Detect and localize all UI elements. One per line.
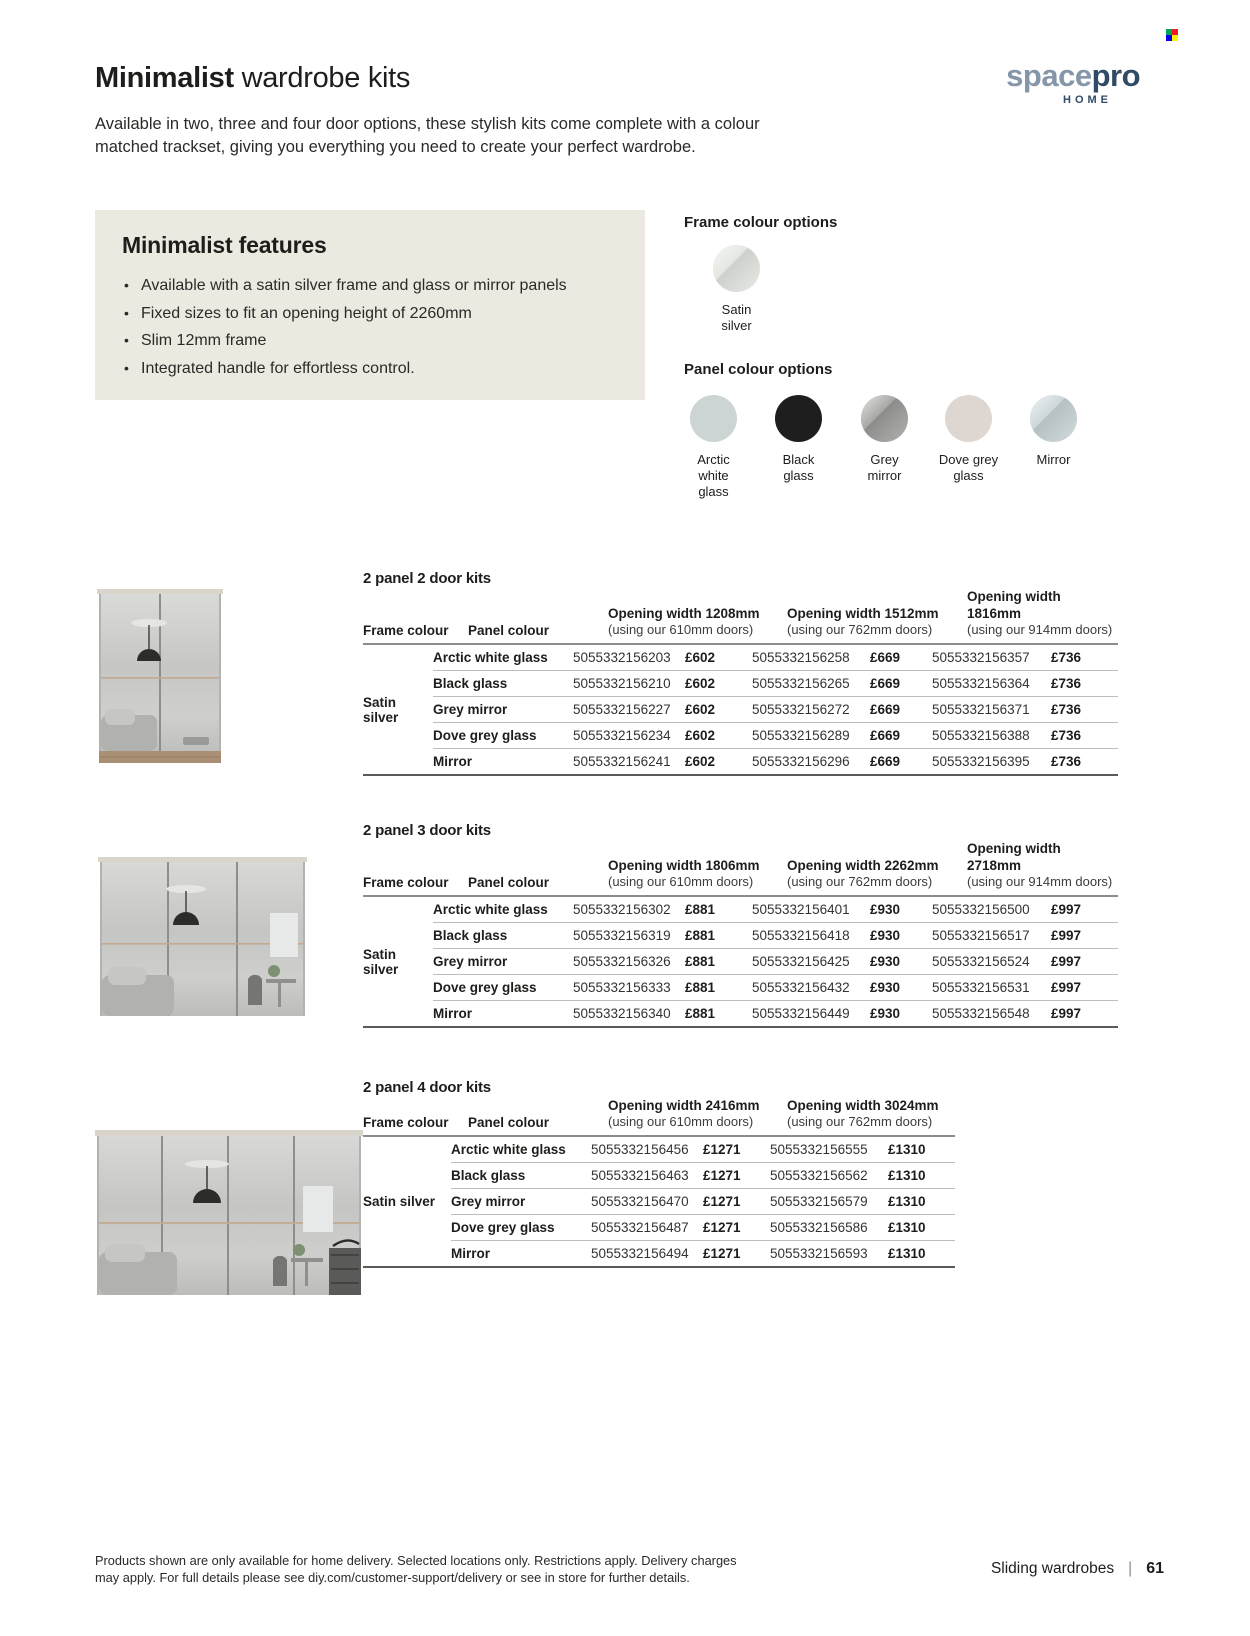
price-cell: £602 — [685, 728, 716, 743]
panel-colour-cell: Grey mirror — [451, 1194, 526, 1209]
panel-colour-cell: Dove grey glass — [433, 728, 537, 743]
panel-colour-cell: Arctic white glass — [433, 650, 548, 665]
footer-section-label: Sliding wardrobes — [990, 1560, 1115, 1577]
col-header-opening-width-1 — [608, 605, 787, 638]
logo-space-text: space — [1006, 58, 1092, 93]
product-code-cell: 5055332156425 — [752, 954, 850, 969]
table-row — [433, 645, 1118, 670]
features-list — [122, 272, 622, 382]
satin-silver-swatch-label: Satin silver — [721, 302, 752, 333]
intro-line-2: matched trackset, giving you everything you need to create your perfect wardrobe. — [95, 138, 696, 156]
opening-width-sublabel: (using our 610mm doors) — [608, 874, 754, 889]
table-2-panel-3-door-kits — [363, 822, 1118, 1028]
product-code-cell: 5055332156272 — [752, 702, 850, 717]
product-code-cell: 5055332156296 — [752, 754, 850, 769]
swatch-black-glass — [761, 395, 836, 484]
swatch-mirror — [1016, 395, 1091, 468]
page-title-bold: Minimalist — [95, 62, 234, 94]
product-code-cell: 5055332156586 — [770, 1220, 868, 1235]
opening-width-label: Opening width 1816mm — [967, 589, 1061, 621]
opening-width-label: Opening width 2416mm — [608, 1098, 760, 1113]
price-cell: £736 — [1051, 702, 1082, 717]
black-glass-swatch-label: Black glass — [782, 452, 815, 483]
col-header-panel-colour: Panel colour — [468, 623, 550, 638]
table-title: 2 panel 3 door kits — [363, 822, 491, 839]
price-cell: £669 — [870, 676, 901, 691]
table-header-row — [363, 840, 1118, 897]
product-code-cell: 5055332156470 — [591, 1194, 689, 1209]
table-2-panel-4-door-kits — [363, 1079, 955, 1268]
feature-bullet: • Integrated handle for effortless control. — [122, 355, 622, 383]
arctic-white-glass-swatch-circle — [690, 395, 737, 442]
product-code-cell: 5055332156258 — [752, 650, 850, 665]
price-cell: £1310 — [888, 1194, 926, 1209]
price-cell: £930 — [870, 1006, 901, 1021]
panel-colour-cell: Mirror — [433, 754, 473, 769]
price-cell: £1271 — [703, 1168, 741, 1183]
product-code-cell: 5055332156326 — [573, 954, 671, 969]
col-header-opening-width-3 — [967, 588, 1118, 638]
price-cell: £997 — [1051, 928, 1082, 943]
marker-yellow — [1172, 35, 1178, 41]
panel-colour-cell: Black glass — [433, 676, 508, 691]
frame-colour-value: Satin silver — [363, 694, 399, 725]
logo-home-text: HOME — [1063, 94, 1112, 106]
opening-width-sublabel: (using our 914mm doors) — [967, 622, 1113, 637]
product-code-cell: 5055332156302 — [573, 902, 671, 917]
product-code-cell: 5055332156333 — [573, 980, 671, 995]
product-code-cell: 5055332156548 — [932, 1006, 1030, 1021]
product-code-cell: 5055332156227 — [573, 702, 671, 717]
product-code-cell: 5055332156449 — [752, 1006, 850, 1021]
product-code-cell: 5055332156234 — [573, 728, 671, 743]
table-row — [433, 722, 1118, 748]
opening-width-label: Opening width 1208mm — [608, 606, 760, 621]
price-cell: £997 — [1051, 954, 1082, 969]
price-cell: £1310 — [888, 1142, 926, 1157]
price-cell: £1310 — [888, 1168, 926, 1183]
product-code-cell: 5055332156500 — [932, 902, 1030, 917]
price-cell: £997 — [1051, 980, 1082, 995]
swatch-grey-mirror — [847, 395, 922, 484]
col-header-frame-colour: Frame colour — [363, 623, 449, 638]
panel-colour-cell: Grey mirror — [433, 954, 508, 969]
table-row — [433, 670, 1118, 696]
price-cell: £602 — [685, 754, 716, 769]
table-row — [433, 748, 1118, 774]
product-code-cell: 5055332156418 — [752, 928, 850, 943]
price-cell: £881 — [685, 980, 716, 995]
price-cell: £736 — [1051, 728, 1082, 743]
table-row — [433, 1000, 1118, 1026]
table-title: 2 panel 4 door kits — [363, 1079, 491, 1096]
price-cell: £881 — [685, 902, 716, 917]
price-cell: £669 — [870, 754, 901, 769]
table-rows — [433, 645, 1118, 774]
table-row — [433, 897, 1118, 922]
price-cell: £669 — [870, 728, 901, 743]
table-body — [363, 897, 1118, 1028]
panel-colour-cell: Black glass — [433, 928, 508, 943]
table-rows — [433, 897, 1118, 1026]
product-code-cell: 5055332156579 — [770, 1194, 868, 1209]
price-cell: £1310 — [888, 1246, 926, 1261]
opening-width-sublabel: (using our 762mm doors) — [787, 1114, 933, 1129]
intro-line-1: Available in two, three and four door options, these stylish kits come complete with a colour — [95, 115, 760, 133]
price-cell: £1310 — [888, 1220, 926, 1235]
opening-width-label: Opening width 2262mm — [787, 858, 939, 873]
product-code-cell: 5055332156562 — [770, 1168, 868, 1183]
page-title — [95, 62, 410, 95]
product-code-cell: 5055332156289 — [752, 728, 850, 743]
frame-colour-value: Satin silver — [363, 1194, 436, 1209]
product-code-cell: 5055332156432 — [752, 980, 850, 995]
col-header-opening-width-2 — [787, 605, 967, 638]
swatch-satin-silver — [689, 245, 784, 334]
price-cell: £930 — [870, 980, 901, 995]
product-code-cell: 5055332156265 — [752, 676, 850, 691]
panel-colour-cell: Mirror — [433, 1006, 473, 1021]
product-code-cell: 5055332156357 — [932, 650, 1030, 665]
product-code-cell: 5055332156524 — [932, 954, 1030, 969]
product-code-cell: 5055332156463 — [591, 1168, 689, 1183]
feature-bullet: • Slim 12mm frame — [122, 327, 622, 355]
price-cell: £997 — [1051, 902, 1082, 917]
wardrobe-photo-2-door — [97, 587, 223, 763]
panel-colour-cell: Arctic white glass — [433, 902, 548, 917]
col-header-opening-width-2 — [787, 1097, 955, 1130]
product-code-cell: 5055332156487 — [591, 1220, 689, 1235]
price-cell: £1271 — [703, 1142, 741, 1157]
opening-width-label: Opening width 2718mm — [967, 841, 1061, 873]
table-title: 2 panel 2 door kits — [363, 570, 491, 587]
table-row — [433, 922, 1118, 948]
price-cell: £881 — [685, 1006, 716, 1021]
features-title: Minimalist features — [122, 232, 327, 258]
table-row — [433, 948, 1118, 974]
product-code-cell: 5055332156210 — [573, 676, 671, 691]
price-cell: £930 — [870, 928, 901, 943]
grey-mirror-swatch-circle — [861, 395, 908, 442]
col-header-frame-colour: Frame colour — [363, 875, 449, 890]
col-header-panel-colour: Panel colour — [468, 875, 550, 890]
col-header-opening-width-3 — [967, 840, 1118, 890]
frame-colour-options-title: Frame colour options — [684, 214, 838, 231]
grey-mirror-swatch-label: Grey mirror — [867, 452, 902, 483]
product-code-cell: 5055332156517 — [932, 928, 1030, 943]
product-code-cell: 5055332156494 — [591, 1246, 689, 1261]
panel-colour-options-title: Panel colour options — [684, 361, 833, 378]
price-cell: £930 — [870, 954, 901, 969]
table-rows — [451, 1137, 955, 1266]
col-header-opening-width-1 — [608, 1097, 787, 1130]
product-code-cell: 5055332156371 — [932, 702, 1030, 717]
price-cell: £602 — [685, 650, 716, 665]
intro-paragraph — [95, 113, 855, 159]
product-code-cell: 5055332156388 — [932, 728, 1030, 743]
footer-note-line-2: may apply. For full details please see diy.com/customer-support/delivery or see in store for further details. — [95, 1569, 690, 1585]
table-row — [451, 1214, 955, 1240]
table-body — [363, 645, 1118, 776]
price-cell: £930 — [870, 902, 901, 917]
col-header-opening-width-1 — [608, 857, 787, 890]
table-row — [433, 974, 1118, 1000]
wardrobe-photo-4-door — [95, 1128, 363, 1295]
table-header-row — [363, 1097, 955, 1137]
table-body — [363, 1137, 955, 1268]
dove-grey-glass-swatch-label: Dove grey glass — [938, 452, 999, 483]
product-code-cell: 5055332156555 — [770, 1142, 868, 1157]
product-code-cell: 5055332156319 — [573, 928, 671, 943]
product-code-cell: 5055332156203 — [573, 650, 671, 665]
price-cell: £736 — [1051, 676, 1082, 691]
opening-width-label: Opening width 1806mm — [608, 858, 760, 873]
footer-note-line-1: Products shown are only available for home delivery. Selected locations only. Restrictions apply. Delivery charges — [95, 1553, 737, 1568]
spacepro-logo — [940, 60, 1140, 106]
table-row — [451, 1162, 955, 1188]
panel-colour-cell: Mirror — [451, 1246, 491, 1261]
opening-width-sublabel: (using our 762mm doors) — [787, 622, 933, 637]
footer-page-number: 61 — [1146, 1560, 1164, 1577]
opening-width-sublabel: (using our 914mm doors) — [967, 874, 1113, 889]
product-code-cell: 5055332156340 — [573, 1006, 671, 1021]
opening-width-sublabel: (using our 762mm doors) — [787, 874, 933, 889]
panel-colour-cell: Dove grey glass — [433, 980, 537, 995]
black-glass-swatch-circle — [775, 395, 822, 442]
price-cell: £602 — [685, 676, 716, 691]
price-cell: £881 — [685, 954, 716, 969]
footer-note — [95, 1553, 795, 1586]
features-box — [95, 210, 645, 400]
price-cell: £1271 — [703, 1194, 741, 1209]
price-cell: £602 — [685, 702, 716, 717]
product-code-cell: 5055332156364 — [932, 676, 1030, 691]
product-code-cell: 5055332156395 — [932, 754, 1030, 769]
page-title-regular: wardrobe kits — [233, 62, 411, 94]
print-colour-marker — [1166, 29, 1178, 41]
table-2-panel-2-door-kits — [363, 570, 1118, 776]
table-header-row — [363, 588, 1118, 645]
price-cell: £997 — [1051, 1006, 1082, 1021]
price-cell: £881 — [685, 928, 716, 943]
opening-width-sublabel: (using our 610mm doors) — [608, 622, 754, 637]
frame-colour-value: Satin silver — [363, 946, 399, 977]
opening-width-label: Opening width 3024mm — [787, 1098, 939, 1113]
table-row — [451, 1137, 955, 1162]
arctic-white-glass-swatch-label: Arctic white glass — [697, 452, 730, 499]
mirror-swatch-circle — [1030, 395, 1077, 442]
price-cell: £669 — [870, 702, 901, 717]
product-code-cell: 5055332156531 — [932, 980, 1030, 995]
panel-colour-cell: Grey mirror — [433, 702, 508, 717]
opening-width-sublabel: (using our 610mm doors) — [608, 1114, 754, 1129]
table-row — [433, 696, 1118, 722]
swatch-arctic-white-glass — [676, 395, 751, 500]
table-row — [451, 1240, 955, 1266]
footer-divider: | — [1128, 1560, 1133, 1577]
col-header-panel-colour: Panel colour — [468, 1115, 550, 1130]
panel-colour-cell: Dove grey glass — [451, 1220, 555, 1235]
price-cell: £1271 — [703, 1220, 741, 1235]
product-code-cell: 5055332156241 — [573, 754, 671, 769]
footer-page-info — [991, 1560, 1164, 1578]
price-cell: £669 — [870, 650, 901, 665]
col-header-frame-colour: Frame colour — [363, 1115, 449, 1130]
product-code-cell: 5055332156456 — [591, 1142, 689, 1157]
price-cell: £736 — [1051, 650, 1082, 665]
swatch-dove-grey-glass — [926, 395, 1011, 484]
logo-pro-text: pro — [1091, 58, 1140, 93]
table-row — [451, 1188, 955, 1214]
spacepro-wordmark — [940, 60, 1140, 92]
feature-bullet: • Fixed sizes to fit an opening height of 2260mm — [122, 300, 622, 328]
price-cell: £736 — [1051, 754, 1082, 769]
satin-silver-swatch-circle — [713, 245, 760, 292]
feature-bullet: • Available with a satin silver frame and glass or mirror panels — [122, 272, 622, 300]
panel-colour-cell: Black glass — [451, 1168, 526, 1183]
wardrobe-photo-3-door — [98, 855, 307, 1016]
col-header-opening-width-2 — [787, 857, 967, 890]
product-code-cell: 5055332156401 — [752, 902, 850, 917]
dove-grey-glass-swatch-circle — [945, 395, 992, 442]
panel-colour-cell: Arctic white glass — [451, 1142, 566, 1157]
product-code-cell: 5055332156593 — [770, 1246, 868, 1261]
opening-width-label: Opening width 1512mm — [787, 606, 939, 621]
mirror-swatch-label: Mirror — [1036, 452, 1071, 467]
price-cell: £1271 — [703, 1246, 741, 1261]
